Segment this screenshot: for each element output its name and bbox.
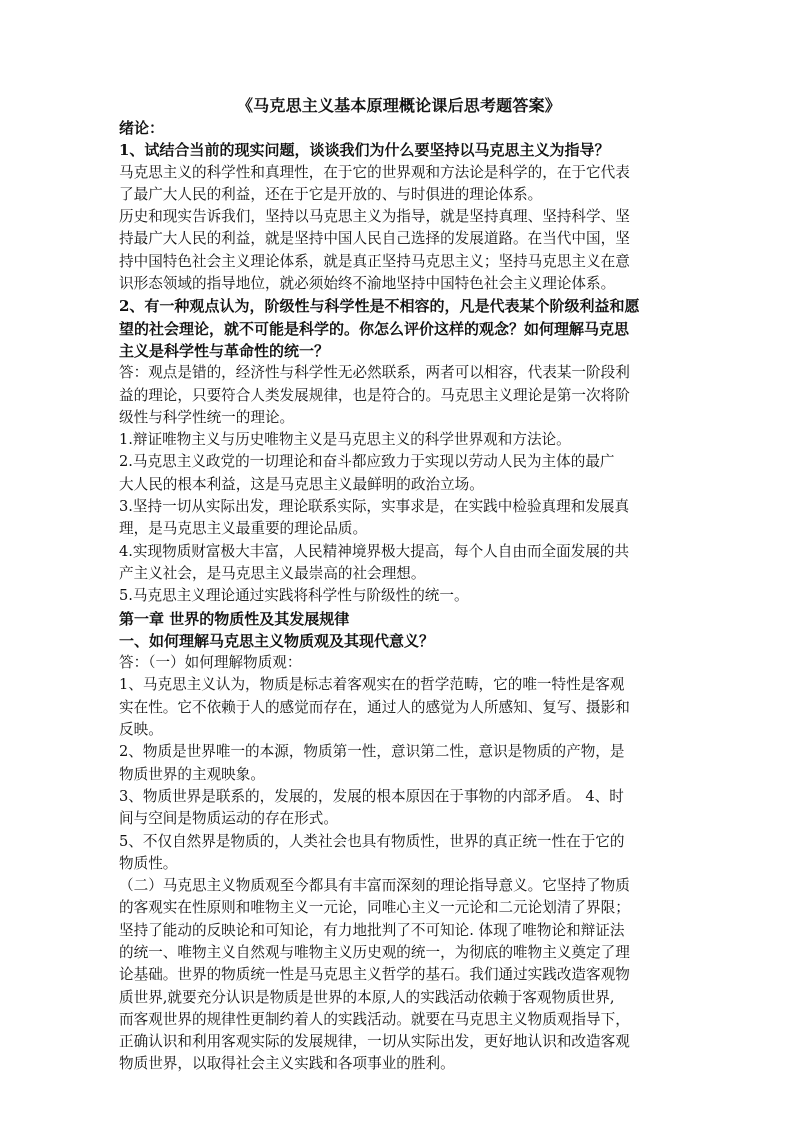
text-line: （二）马克思主义物质观至今都具有丰富而深刻的理论指导意义。它坚持了物质	[119, 877, 630, 895]
text-line: 历史和现实告诉我们，坚持以马克思主义为指导，就是坚持真理、坚持科学、坚	[119, 208, 630, 226]
text-line: 间与空间是物质运动的存在形式。	[119, 810, 338, 828]
text-line: 5.马克思主义理论通过实践将科学性与阶级性的统一。	[119, 587, 469, 605]
text-line: 答：（一）如何理解物质观：	[119, 654, 302, 672]
text-line: 产主义社会，是马克思主义最崇高的社会理想。	[119, 564, 426, 582]
text-line: 物质世界的主观映象。	[119, 765, 265, 783]
text-line: 4.实现物质财富极大丰富，人民精神境界极大提高，每个人自由而全面发展的共	[119, 542, 630, 560]
text-line: 理，是马克思主义最重要的理论品质。	[119, 520, 368, 538]
text-line: 的客观实在性原则和唯物主义一元论，同唯心主义一元论和二元论划清了界限；	[119, 899, 630, 917]
document-title: 《马克思主义基本原理概论课后思考题答案》	[236, 96, 561, 115]
heading-line: 望的社会理论，就不可能是科学的。你怎么评价这样的观念？如何理解马克思	[119, 319, 630, 338]
text-line: 1、马克思主义认为，物质是标志着客观实在的哲学范畴，它的唯一特性是客观	[119, 676, 625, 694]
heading-line: 第一章 世界的物质性及其发展规律	[119, 609, 350, 628]
text-line: 马克思主义的科学性和真理性，在于它的世界观和方法论是科学的，在于它代表	[119, 163, 630, 181]
text-line: 质世界,就要充分认识是物质是世界的本原,人的实践活动依赖于客观物质世界,	[119, 988, 615, 1006]
heading-line: 2、有一种观点认为，阶级性与科学性是不相容的，凡是代表某个阶级利益和愿	[119, 297, 640, 316]
heading-line: 一、如何理解马克思主义物质观及其现代意义？	[119, 631, 435, 650]
text-line: 正确认识和利用客观实际的发展规律，一切从实际出发，更好地认识和改造客观	[119, 1033, 630, 1051]
text-line: 的统一、唯物主义自然观与唯物主义历史观的统一，为彻底的唯物主义奠定了理	[119, 943, 630, 961]
heading-line: 绪论：	[119, 119, 165, 137]
document-body	[119, 117, 679, 1076]
text-line: 识形态领域的指导地位，就必须始终不渝地坚持中国特色社会主义理论体系。	[119, 275, 616, 293]
text-line: 持最广大人民的利益，就是坚持中国人民自己选择的发展道路。在当代中国，坚	[119, 230, 630, 248]
text-line: 答：观点是错的，经济性与科学性无必然联系，两者可以相容，代表某一阶段利	[119, 364, 630, 382]
text-line: 物质世界，以取得社会主义实践和各项事业的胜利。	[119, 1055, 455, 1073]
text-line: 实在性。它不依赖于人的感觉而存在，通过人的感觉为人所感知、复写、摄影和	[119, 698, 630, 716]
text-line: 了最广大人民的利益，还在于它是开放的、与时俱进的理论体系。	[119, 185, 543, 203]
text-line: 益的理论，只要符合人类发展规律，也是符合的。马克思主义理论是第一次将阶	[119, 386, 630, 404]
text-line: 2.马克思主义政党的一切理论和奋斗都应致力于实现以劳动人民为主体的最广	[119, 453, 615, 471]
text-line: 坚持了能动的反映论和可知论，有力地批判了不可知论. 体现了唯物论和辩证法	[119, 921, 625, 939]
text-line: 物质性。	[119, 854, 178, 872]
heading-line: 1、试结合当前的现实问题，谈谈我们为什么要坚持以马克思主义为指导？	[119, 141, 610, 160]
text-line: 1.辩证唯物主义与历史唯物主义是马克思主义的科学世界观和方法论。	[119, 431, 571, 449]
text-line: 2、物质是世界唯一的本源，物质第一性，意识第二性，意识是物质的产物，是	[119, 743, 625, 761]
text-line: 而客观世界的规律性更制约着人的实践活动。就要在马克思主义物质观指导下，	[119, 1010, 630, 1028]
text-line: 大人民的根本利益，这是马克思主义最鲜明的政治立场。	[119, 475, 484, 493]
text-line: 论基础。世界的物质统一性是马克思主义哲学的基石。我们通过实践改造客观物	[119, 966, 630, 984]
text-line: 3.坚持一切从实际出发，理论联系实际，实事求是，在实践中检验真理和发展真	[119, 498, 630, 516]
heading-line: 主义是科学性与革命性的统一？	[119, 341, 330, 360]
text-line: 级性与科学性统一的理论。	[119, 408, 295, 426]
document-page	[119, 95, 679, 1076]
text-line: 3、物质世界是联系的，发展的，发展的根本原因在于事物的内部矛盾。 4、时	[119, 787, 624, 805]
text-line: 反映。	[119, 721, 163, 739]
text-line: 持中国特色社会主义理论体系，就是真正坚持马克思主义；坚持马克思主义在意	[119, 252, 630, 270]
text-line: 5、不仅自然界是物质的，人类社会也具有物质性，世界的真正统一性在于它的	[119, 832, 625, 850]
